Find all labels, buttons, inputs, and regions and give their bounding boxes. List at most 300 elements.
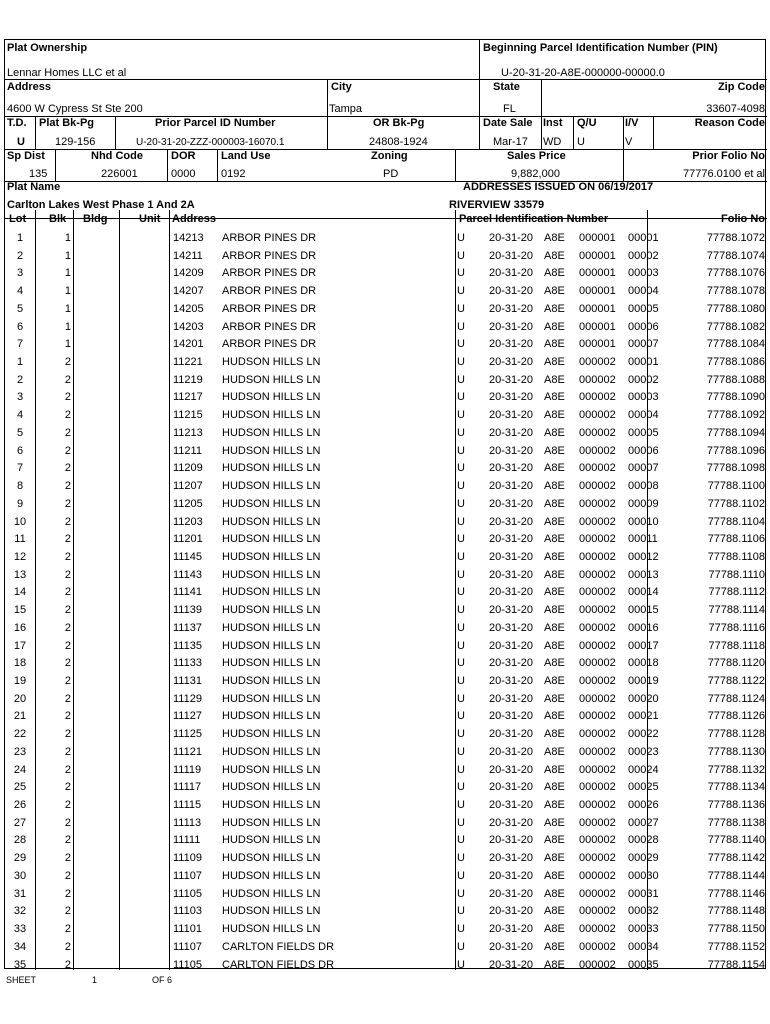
cell-p2: A8E [544, 426, 565, 439]
table-row [5, 619, 767, 636]
cell-lot: 7 [16, 338, 24, 351]
cell-blk: 2 [64, 550, 71, 563]
cell-blk: 2 [64, 586, 71, 599]
cell-lot: 17 [13, 639, 27, 652]
cell-p3: 000002 [579, 657, 616, 670]
cell-p3: 000001 [579, 302, 616, 315]
cell-p3: 000002 [579, 816, 616, 829]
cell-street: HUDSON HILLS LN [222, 905, 321, 918]
cell-p3: 000002 [579, 373, 616, 386]
cell-p4: 00034 [628, 940, 659, 953]
nhd-label: Nhd Code [91, 150, 143, 162]
cell-u: U [457, 320, 465, 333]
cell-num: 11115 [173, 799, 202, 812]
orbk-label: OR Bk-Pg [373, 117, 425, 129]
cell-p1: 20-31-20 [489, 444, 534, 457]
rule [623, 116, 624, 149]
table-row [5, 353, 767, 370]
cell-blk: 2 [64, 480, 71, 493]
cell-p3: 000002 [579, 356, 616, 369]
cell-u: U [457, 249, 465, 262]
cell-folio: 77788.1124 [707, 692, 765, 705]
cell-p3: 000002 [579, 834, 616, 847]
cell-p4: 00024 [628, 763, 659, 776]
cell-p3: 000002 [579, 409, 616, 422]
cell-u: U [457, 692, 465, 705]
address-label: Address [7, 81, 52, 93]
table-row [5, 920, 767, 937]
dor-value: 0000 [171, 168, 196, 180]
address-value: 4600 W Cypress St Ste 200 [7, 103, 143, 115]
table-row [5, 778, 767, 795]
cell-p2: A8E [544, 480, 565, 493]
cell-p1: 20-31-20 [489, 745, 534, 758]
cell-p1: 20-31-20 [489, 373, 534, 386]
iv-label: I/V [625, 117, 639, 129]
cell-num: 11105 [173, 958, 202, 971]
cell-p1: 20-31-20 [489, 799, 534, 812]
cell-folio: 77788.1114 [708, 604, 765, 617]
cell-p1: 20-31-20 [489, 692, 534, 705]
qu-value: U [577, 136, 585, 148]
cell-p1: 20-31-20 [489, 497, 534, 510]
cell-p2: A8E [544, 550, 565, 563]
cell-num: 11213 [173, 426, 203, 439]
table-row [5, 229, 767, 246]
cell-p3: 000002 [579, 781, 616, 794]
cell-u: U [457, 816, 465, 829]
cell-p1: 20-31-20 [489, 285, 534, 298]
cell-street: HUDSON HILLS LN [222, 692, 321, 705]
cell-p3: 000002 [579, 515, 616, 528]
cell-p2: A8E [544, 285, 565, 298]
cell-p3: 000002 [579, 940, 616, 953]
cell-p4: 00017 [628, 639, 659, 652]
table-row [5, 637, 767, 654]
cell-blk: 2 [64, 834, 71, 847]
cell-lot: 35 [13, 958, 27, 971]
cell-num: 11117 [173, 781, 202, 794]
cell-folio: 77788.1080 [706, 302, 765, 315]
cell-u: U [457, 426, 465, 439]
cell-lot: 10 [13, 515, 27, 528]
rule [479, 40, 480, 79]
rule [455, 149, 456, 181]
cell-p4: 00001 [628, 356, 659, 369]
cell-p3: 000002 [579, 533, 616, 546]
cell-street: HUDSON HILLS LN [222, 480, 321, 493]
cell-p3: 000002 [579, 480, 616, 493]
cell-folio: 77788.1090 [706, 391, 765, 404]
cell-blk: 2 [64, 568, 71, 581]
rule [479, 116, 480, 149]
cell-p1: 20-31-20 [489, 302, 534, 315]
cell-street: ARBOR PINES DR [222, 338, 317, 351]
qu-label: Q/U [577, 117, 597, 129]
cell-p3: 000002 [579, 852, 616, 865]
cell-street: HUDSON HILLS LN [222, 621, 321, 634]
cell-street: HUDSON HILLS LN [222, 604, 321, 617]
cell-lot: 14 [13, 586, 27, 599]
cell-lot: 2 [16, 373, 24, 386]
cell-p1: 20-31-20 [489, 604, 534, 617]
cell-lot: 16 [13, 621, 27, 634]
salesprice-value: 9,882,000 [511, 168, 560, 180]
cell-lot: 3 [16, 267, 24, 280]
city-label: City [331, 81, 352, 93]
cell-folio: 77788.1122 [707, 675, 765, 687]
cell-num: 11215 [173, 409, 203, 422]
cell-lot: 23 [13, 745, 27, 758]
cell-blk: 2 [64, 799, 71, 812]
cell-folio: 77788.1154 [707, 958, 765, 971]
table-row [5, 796, 767, 813]
cell-lot: 33 [13, 923, 27, 936]
cell-street: HUDSON HILLS LN [222, 834, 321, 847]
cell-p4: 00007 [628, 462, 659, 475]
cell-p1: 20-31-20 [489, 232, 534, 244]
cell-blk: 2 [64, 657, 71, 670]
cell-p1: 20-31-20 [489, 869, 534, 882]
cell-street: HUDSON HILLS LN [222, 763, 321, 776]
cell-lot: 1 [16, 356, 24, 369]
cell-u: U [457, 657, 465, 670]
platbk-label: Plat Bk-Pg [39, 117, 95, 129]
cell-p2: A8E [544, 869, 565, 882]
table-row [5, 513, 767, 530]
cell-num: 11113 [173, 816, 202, 829]
cell-lot: 20 [13, 692, 27, 705]
cell-p3: 000002 [579, 391, 616, 404]
table-row [5, 725, 767, 742]
cell-lot: 5 [16, 426, 24, 439]
cell-folio: 77788.1106 [707, 533, 765, 546]
cell-p4: 00020 [628, 692, 659, 705]
rule [327, 79, 328, 116]
cell-u: U [457, 675, 465, 687]
cell-lot: 4 [16, 285, 24, 298]
cell-folio: 77788.1144 [707, 869, 765, 882]
cell-p4: 00028 [628, 834, 659, 847]
cell-street: HUDSON HILLS LN [222, 887, 321, 900]
cell-lot: 13 [13, 568, 27, 581]
cell-lot: 15 [13, 604, 27, 617]
cell-p4: 00030 [628, 869, 659, 882]
table-row [5, 956, 767, 973]
table-row [5, 442, 767, 459]
table-row [5, 459, 767, 476]
cell-num: 11119 [173, 763, 202, 776]
rule [541, 79, 542, 116]
cell-p2: A8E [544, 905, 565, 918]
col-unit: Unit [139, 213, 161, 225]
sheet-number: 1 [92, 975, 98, 985]
cell-p2: A8E [544, 728, 565, 741]
cell-folio: 77788.1110 [708, 568, 765, 581]
cell-blk: 2 [64, 373, 71, 386]
cell-p1: 20-31-20 [489, 391, 534, 404]
table-row [5, 424, 767, 441]
cell-lot: 28 [13, 834, 27, 847]
cell-street: HUDSON HILLS LN [222, 639, 321, 652]
cell-p4: 00019 [628, 675, 659, 687]
state-value: FL [503, 103, 516, 115]
td-value: U [17, 136, 25, 148]
cell-p4: 00026 [628, 799, 659, 812]
cell-lot: 2 [16, 249, 24, 262]
cell-folio: 77788.1132 [707, 763, 765, 776]
cell-u: U [457, 834, 465, 847]
rule [35, 116, 36, 149]
cell-p2: A8E [544, 816, 565, 829]
cell-num: 11129 [173, 692, 202, 705]
cell-p4: 00032 [628, 905, 659, 918]
cell-p4: 00025 [628, 781, 659, 794]
cell-folio: 77788.1136 [707, 799, 765, 812]
table-row [5, 388, 767, 405]
prior-parcel-label: Prior Parcel ID Number [155, 117, 276, 129]
cell-blk: 2 [64, 409, 71, 422]
cell-street: CARLTON FIELDS DR [222, 940, 335, 953]
cell-lot: 25 [13, 781, 27, 794]
cell-num: 11127 [173, 710, 202, 723]
cell-u: U [457, 745, 465, 758]
table-row [5, 654, 767, 671]
table-row [5, 902, 767, 919]
cell-blk: 2 [64, 728, 71, 741]
salesprice-label: Sales Price [507, 150, 566, 162]
cell-folio: 77788.1140 [707, 834, 765, 847]
table-row [5, 743, 767, 760]
cell-p3: 000002 [579, 710, 616, 723]
cell-u: U [457, 923, 465, 936]
cell-u: U [457, 480, 465, 493]
cell-blk: 2 [64, 444, 71, 457]
cell-p1: 20-31-20 [489, 550, 534, 563]
cell-street: HUDSON HILLS LN [222, 781, 321, 794]
table-row [5, 282, 767, 299]
cell-lot: 4 [16, 409, 24, 422]
table-row [5, 406, 767, 423]
cell-p2: A8E [544, 497, 565, 510]
owner-value: Lennar Homes LLC et al [7, 67, 127, 79]
rule [327, 116, 328, 149]
reason-label: Reason Code [694, 117, 765, 129]
cell-p1: 20-31-20 [489, 781, 534, 794]
addresses-issued: ADDRESSES ISSUED ON 06/19/2017 [463, 181, 654, 193]
cell-p4: 00033 [628, 923, 659, 936]
cell-street: HUDSON HILLS LN [222, 391, 321, 404]
cell-p2: A8E [544, 462, 565, 475]
cell-blk: 2 [64, 692, 71, 705]
cell-p2: A8E [544, 657, 565, 670]
cell-p3: 000002 [579, 444, 616, 457]
table-row [5, 831, 767, 848]
cell-p3: 000002 [579, 604, 616, 617]
cell-folio: 77788.1148 [707, 905, 765, 918]
cell-p4: 00003 [628, 267, 659, 280]
cell-p2: A8E [544, 887, 565, 900]
cell-p3: 000002 [579, 745, 616, 758]
cell-blk: 2 [64, 781, 71, 794]
cell-p2: A8E [544, 621, 565, 634]
cell-folio: 77788.1092 [706, 409, 765, 422]
cell-u: U [457, 302, 465, 315]
cell-street: ARBOR PINES DR [222, 320, 317, 333]
cell-num: 11105 [173, 887, 202, 900]
prior-parcel-value: U-20-31-20-ZZZ-000003-16070.1 [136, 137, 285, 148]
cell-p2: A8E [544, 710, 565, 723]
cell-p1: 20-31-20 [489, 320, 534, 333]
cell-p3: 000002 [579, 887, 616, 900]
cell-street: HUDSON HILLS LN [222, 799, 321, 812]
cell-p4: 00027 [628, 816, 659, 829]
pin-value: U-20-31-20-A8E-000000-00000.0 [501, 67, 665, 79]
cell-u: U [457, 497, 465, 510]
cell-lot: 6 [16, 444, 24, 457]
iv-value: V [625, 136, 633, 148]
cell-folio: 77788.1088 [706, 373, 765, 386]
cell-street: HUDSON HILLS LN [222, 426, 321, 439]
cell-num: 11143 [173, 568, 202, 581]
cell-num: 14207 [173, 285, 204, 298]
cell-u: U [457, 550, 465, 563]
cell-p1: 20-31-20 [489, 710, 534, 723]
cell-blk: 1 [64, 285, 71, 298]
cell-u: U [457, 285, 465, 298]
cell-num: 11145 [173, 550, 202, 563]
cell-p1: 20-31-20 [489, 887, 534, 900]
cell-p4: 00003 [628, 391, 659, 404]
cell-folio: 77788.1094 [706, 426, 765, 439]
cell-num: 14209 [173, 267, 204, 280]
cell-u: U [457, 586, 465, 599]
cell-street: HUDSON HILLS LN [222, 373, 321, 386]
cell-blk: 2 [64, 763, 71, 776]
cell-p4: 00023 [628, 745, 659, 758]
cell-p3: 000002 [579, 869, 616, 882]
cell-p3: 000002 [579, 905, 616, 918]
cell-u: U [457, 639, 465, 652]
cell-folio: 77788.1096 [706, 444, 765, 457]
cell-street: HUDSON HILLS LN [222, 675, 321, 687]
cell-street: HUDSON HILLS LN [222, 533, 321, 546]
cell-street: ARBOR PINES DR [222, 267, 317, 280]
cell-street: HUDSON HILLS LN [222, 728, 321, 741]
cell-folio: 77788.1126 [707, 710, 765, 723]
cell-p4: 00005 [628, 426, 659, 439]
table-row [5, 548, 767, 565]
riverview-label: RIVERVIEW 33579 [449, 199, 545, 211]
cell-blk: 2 [64, 675, 71, 687]
cell-p1: 20-31-20 [489, 728, 534, 741]
table-row [5, 885, 767, 902]
cell-num: 11139 [173, 604, 202, 617]
table-row [5, 530, 767, 547]
zoning-label: Zoning [371, 150, 408, 162]
cell-folio: 77788.1146 [707, 887, 765, 900]
cell-u: U [457, 869, 465, 882]
cell-street: ARBOR PINES DR [222, 285, 317, 298]
cell-lot: 1 [16, 232, 24, 244]
cell-p1: 20-31-20 [489, 834, 534, 847]
cell-p3: 000001 [579, 338, 616, 351]
cell-blk: 2 [64, 816, 71, 829]
spdist-value: 135 [29, 168, 48, 180]
table-row [5, 264, 767, 281]
cell-u: U [457, 710, 465, 723]
table-row [5, 335, 767, 352]
cell-p2: A8E [544, 249, 565, 262]
cell-p2: A8E [544, 639, 565, 652]
platname-label: Plat Name [7, 181, 61, 193]
cell-p1: 20-31-20 [489, 923, 534, 936]
cell-u: U [457, 799, 465, 812]
cell-u: U [457, 338, 465, 351]
cell-p3: 000002 [579, 728, 616, 741]
cell-street: HUDSON HILLS LN [222, 444, 321, 457]
col-bldg: Bldg [83, 213, 108, 225]
cell-p4: 00008 [628, 480, 659, 493]
cell-num: 14211 [173, 249, 203, 262]
cell-u: U [457, 568, 465, 581]
zoning-value: PD [383, 168, 399, 180]
cell-p2: A8E [544, 834, 565, 847]
cell-p2: A8E [544, 604, 565, 617]
cell-blk: 2 [64, 958, 71, 971]
table-row [5, 707, 767, 724]
cell-p4: 00029 [628, 852, 659, 865]
cell-folio: 77788.1084 [706, 338, 765, 351]
cell-folio: 77788.1128 [707, 728, 765, 741]
cell-p4: 00011 [628, 533, 658, 546]
cell-blk: 2 [64, 462, 71, 475]
cell-lot: 26 [13, 799, 27, 812]
cell-p2: A8E [544, 320, 565, 333]
cell-p3: 000002 [579, 462, 616, 475]
cell-street: HUDSON HILLS LN [222, 745, 321, 758]
zip-value: 33607-4098 [706, 103, 765, 115]
table-row [5, 371, 767, 388]
cell-street: HUDSON HILLS LN [222, 462, 321, 475]
cell-folio: 77788.1076 [706, 267, 765, 280]
cell-blk: 1 [64, 267, 71, 280]
cell-folio: 77788.1072 [706, 232, 765, 244]
cell-p2: A8E [544, 338, 565, 351]
cell-p3: 000002 [579, 958, 616, 971]
cell-num: 11211 [173, 444, 202, 457]
cell-folio: 77788.1078 [706, 285, 765, 298]
cell-num: 11205 [173, 497, 203, 510]
cell-blk: 2 [64, 515, 71, 528]
cell-num: 11209 [173, 462, 203, 475]
cell-blk: 2 [64, 533, 71, 546]
rule [653, 116, 654, 149]
cell-p3: 000001 [579, 320, 616, 333]
cell-blk: 2 [64, 745, 71, 758]
cell-num: 11107 [173, 869, 202, 882]
cell-u: U [457, 391, 465, 404]
orbk-value: 24808-1924 [369, 136, 428, 148]
cell-lot: 30 [13, 869, 27, 882]
cell-num: 14213 [173, 232, 204, 244]
cell-p2: A8E [544, 409, 565, 422]
cell-p2: A8E [544, 692, 565, 705]
cell-p2: A8E [544, 391, 565, 404]
cell-folio: 77788.1120 [707, 657, 765, 670]
cell-street: ARBOR PINES DR [222, 302, 317, 315]
cell-num: 11103 [173, 905, 202, 918]
